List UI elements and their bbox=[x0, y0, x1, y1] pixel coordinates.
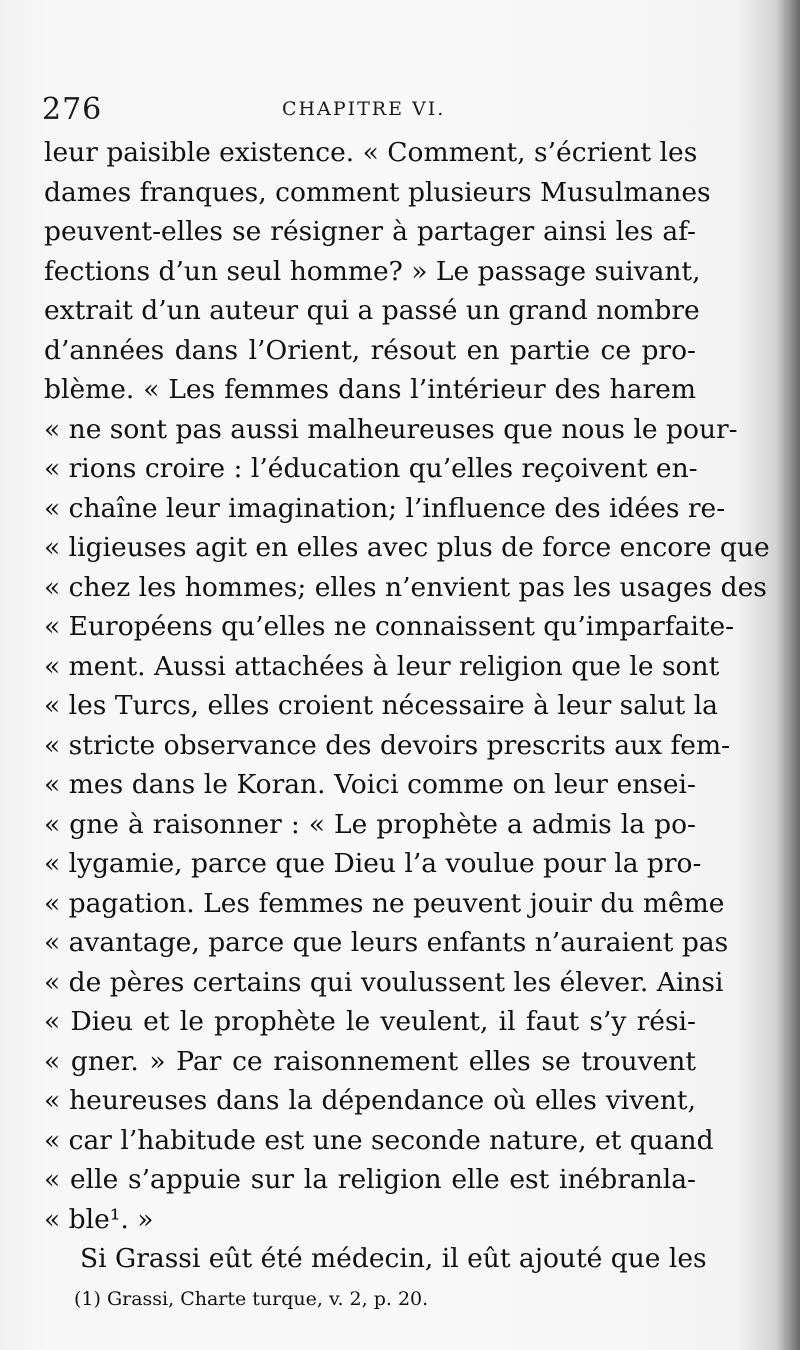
text-line: blème. « Les femmes dans l’intérieur des harem bbox=[44, 374, 696, 405]
text-line: « chaîne leur imagination; l’influence des idées re- bbox=[44, 492, 726, 524]
text-line: « elle s’appuie sur la religion elle est inébranla- bbox=[44, 1164, 696, 1195]
text-line: « heureuses dans la dépendance où elles vivent, bbox=[44, 1085, 696, 1116]
text-line-paragraph-start: Si Grassi eût été médecin, il eût ajouté que les bbox=[80, 1243, 707, 1274]
running-head bbox=[42, 92, 697, 128]
body-text bbox=[44, 133, 770, 1279]
text-line: « gne à raisonner : « Le prophète a admis la po- bbox=[44, 808, 696, 840]
text-line: « les Turcs, elles croient nécessaire à leur salut la bbox=[44, 690, 718, 721]
spine-shadow bbox=[776, 0, 800, 1350]
text-line: « avantage, parce que leurs enfants n’auraient pas bbox=[44, 927, 729, 958]
footnote-rule bbox=[44, 1262, 164, 1263]
text-line: leur paisible existence. « Comment, s’écrient les bbox=[44, 137, 698, 168]
text-line: « ment. Aussi attachées à leur religion que le sont bbox=[44, 650, 720, 682]
text-line: d’années dans l’Orient, résout en partie ce pro- bbox=[44, 334, 696, 366]
text-line: « rions croire : l’éducation qu’elles reçoivent en- bbox=[44, 453, 698, 484]
text-line: extrait d’un auteur qui a passé un grand nombre bbox=[44, 295, 700, 326]
text-line-paragraph-end: « ble¹. » bbox=[44, 1203, 154, 1235]
text-line: « stricte observance des devoirs prescrits aux fem- bbox=[44, 729, 731, 761]
text-line: « Européens qu’elles ne connaissent qu’imparfaite- bbox=[44, 611, 735, 642]
footnote: (1) Grassi, Charte turque, v. 2, p. 20. bbox=[74, 1288, 429, 1310]
text-line: « gner. » Par ce raisonnement elles se trouvent bbox=[44, 1045, 696, 1077]
text-line: « lygamie, parce que Dieu l’a voulue pour la pro- bbox=[44, 848, 702, 879]
text-line: « pagation. Les femmes ne peuvent jouir du même bbox=[44, 887, 725, 919]
chapter-title: CHAPITRE VI. bbox=[282, 98, 446, 120]
text-line: fections d’un seul homme? » Le passage suivant, bbox=[44, 255, 701, 287]
text-line: « de pères certains qui voulussent les élever. Ainsi bbox=[44, 966, 724, 998]
text-line: peuvent-elles se résigner à partager ainsi les af- bbox=[44, 216, 696, 247]
text-line: « ligieuses agit en elles avec plus de force encore que bbox=[44, 532, 770, 563]
text-line: « ne sont pas aussi malheureuses que nous le pour- bbox=[44, 413, 738, 445]
text-line: « Dieu et le prophète le veulent, il faut s’y rési- bbox=[44, 1006, 696, 1037]
text-line: « car l’habitude est une seconde nature, et quand bbox=[44, 1124, 714, 1156]
text-line: « mes dans le Koran. Voici comme on leur ensei- bbox=[44, 769, 696, 800]
text-line: dames franques, comment plusieurs Musulmanes bbox=[44, 176, 711, 208]
text-line: « chez les hommes; elles n’envient pas les usages des bbox=[44, 571, 767, 603]
page-number: 276 bbox=[42, 92, 103, 127]
